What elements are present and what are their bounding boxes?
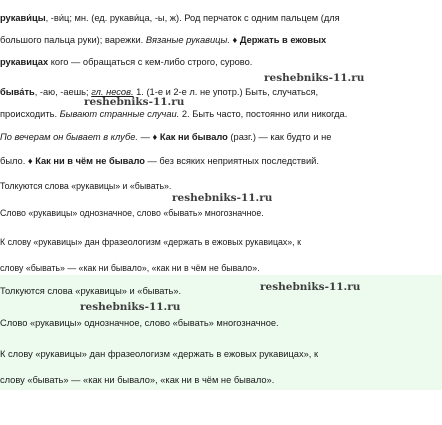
definition-text: было. (0, 156, 28, 166)
highlighted-line-2: Слово «рукавицы» однозначное, слово «бывать» многозначное. (0, 318, 279, 328)
highlighted-line-3: К слову «рукавицы» дан фразеологизм «держать в ежовых рукавицах», к (0, 349, 319, 359)
watermark: reshebniks-11.ru (80, 301, 181, 313)
entry-rukavitsy-line-2 (0, 34, 442, 46)
idiom: ♦ Как ни бывало (152, 132, 228, 142)
analysis-line-1: Толкуются слова «рукавицы» и «бывать». (0, 181, 172, 191)
highlighted-line-1: Толкуются слова «рукавицы» и «бывать». (0, 286, 182, 296)
analysis-line-3: К слову «рукавицы» дан фразеологизм «держать в ежовых рукавицах», к (0, 237, 301, 247)
analysis-line-4: слову «бывать» — «как ни бывало», «как ни в чём не бывало». (0, 263, 260, 273)
entry-byvat-line-1 (0, 86, 442, 98)
highlighted-line-4: слову «бывать» — «как ни бывало», «как ни в чём не бывало». (0, 375, 275, 385)
definition-text: происходить. (0, 109, 60, 119)
watermark: reshebniks-11.ru (84, 96, 185, 108)
headword-byvat: быва́ть (0, 87, 35, 97)
idiom-definition: кого — обращаться с кем-либо строго, сурово. (48, 57, 253, 67)
entry-rukavitsy-line-3 (0, 56, 442, 68)
grammar-note: , -аю, -аешь; (34, 87, 92, 97)
watermark: reshebniks-11.ru (264, 72, 365, 84)
watermark: reshebniks-11.ru (260, 281, 361, 293)
definition-1: 1. (1-е и 2-е л. не употр.) Быть, случаться, (133, 87, 319, 97)
usage-example: Вязаные рукавицы. (145, 35, 230, 45)
usage-example: Бывают странные случаи. (59, 109, 180, 119)
idiom-start: ♦ Держать в ежовых (229, 35, 327, 45)
idiom-end: рукавицах (0, 57, 49, 67)
definition-text: большого пальца руки); варежки. (0, 35, 146, 45)
part-of-speech-marker: гл. несов. (91, 87, 134, 97)
definition-2: 2. Быть часто, постоянно или никогда. (179, 109, 348, 119)
entry-byvat-line-2 (0, 108, 442, 120)
headword-rukavitsy: рукави́цы (0, 13, 46, 23)
analysis-line-2: Слово «рукавицы» однозначное, слово «бывать» многозначное. (0, 208, 264, 218)
entry-byvat-line-4 (0, 155, 442, 167)
idiom-definition: (разг.) — как будто и не (227, 132, 332, 142)
entry-byvat-line-3 (0, 131, 442, 143)
usage-example: По вечерам он бывает в клубе. (0, 132, 139, 142)
entry-rukavitsy-line-1 (0, 12, 442, 24)
idiom-definition: — без всяких неприятных последствий. (144, 156, 319, 166)
watermark: reshebniks-11.ru (172, 192, 273, 204)
grammar-note: , -ви́ц; мн. (ед. рукави́ца, -ы, ж). Род перчаток с одним пальцем (для (45, 13, 340, 23)
idiom: ♦ Как ни в чём не бывало (27, 156, 145, 166)
dash: — (138, 132, 153, 142)
